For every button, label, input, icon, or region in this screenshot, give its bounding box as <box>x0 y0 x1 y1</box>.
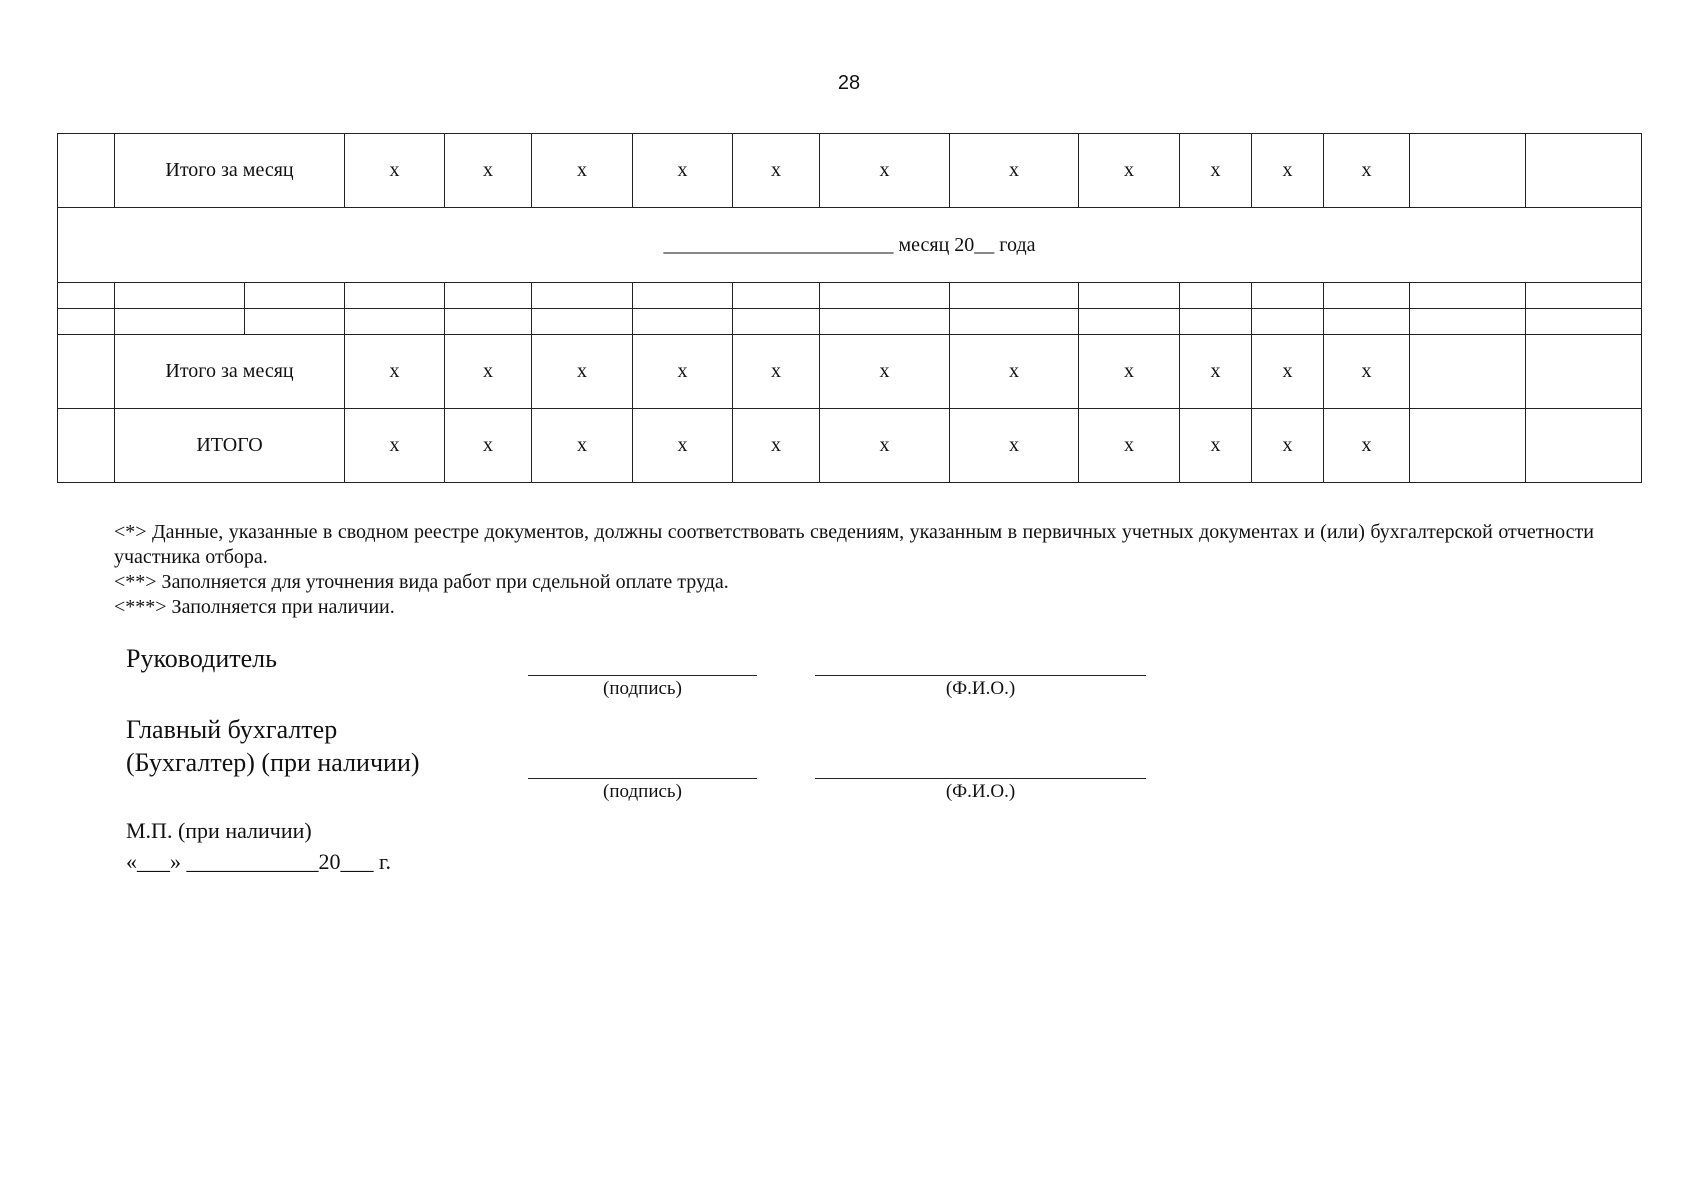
table-cell <box>1252 283 1324 309</box>
register-table <box>57 133 1642 483</box>
table-cell <box>58 335 115 409</box>
footnote-3: <***> Заполняется при наличии. <box>114 596 395 618</box>
mark-cell: х <box>345 335 445 409</box>
footnote-1: <*> Данные, указанные в сводном реестре документов, должны соответствовать сведениям, указанным в первичных учетных документах и (или) бухгалтерской отчетности участника отбора. <box>114 521 1594 568</box>
table-cell <box>1324 283 1410 309</box>
table-cell <box>58 409 115 483</box>
date-line: «___» ____________20___ г. <box>126 849 392 874</box>
mark-cell: х <box>1180 409 1252 483</box>
mark-cell: х <box>820 409 950 483</box>
head-signature-caption: (подпись) <box>603 678 682 699</box>
summary-label: Итого за месяц <box>115 335 345 409</box>
table-cell <box>1526 283 1642 309</box>
table-cell <box>345 309 445 335</box>
footnotes <box>114 520 1594 620</box>
mark-cell: х <box>445 409 532 483</box>
table-cell <box>1526 309 1642 335</box>
accountant-signature-line[interactable] <box>528 778 757 779</box>
table-cell <box>58 283 115 309</box>
table-cell <box>1410 335 1526 409</box>
month-summary-row <box>58 335 1642 409</box>
mark-cell: х <box>820 335 950 409</box>
summary-label: Итого за месяц <box>115 134 345 208</box>
table-cell <box>1410 283 1526 309</box>
month-heading-row <box>58 208 1642 283</box>
mark-cell: х <box>733 409 820 483</box>
accountant-name-line[interactable] <box>815 778 1146 779</box>
page-number: 28 <box>837 72 861 94</box>
blank-row <box>58 283 1642 309</box>
mark-cell: х <box>1324 335 1410 409</box>
mark-cell: х <box>1324 409 1410 483</box>
head-label: Руководитель <box>126 644 277 673</box>
mark-cell: х <box>1079 409 1180 483</box>
table-cell <box>633 309 733 335</box>
grand-total-row <box>58 409 1642 483</box>
accountant-signature-caption: (подпись) <box>603 781 682 802</box>
table-cell <box>820 283 950 309</box>
mark-cell: х <box>1324 134 1410 208</box>
table-cell <box>1180 283 1252 309</box>
table-cell <box>58 134 115 208</box>
table-cell <box>532 309 633 335</box>
table-cell <box>345 283 445 309</box>
mark-cell: х <box>1252 409 1324 483</box>
table-cell <box>1252 309 1324 335</box>
table-cell <box>1410 409 1526 483</box>
table-cell <box>1079 283 1180 309</box>
mark-cell: х <box>633 134 733 208</box>
mark-cell: х <box>1180 134 1252 208</box>
mark-cell: х <box>633 409 733 483</box>
mark-cell: х <box>820 134 950 208</box>
table-cell <box>950 283 1079 309</box>
mark-cell: х <box>633 335 733 409</box>
table-cell <box>733 309 820 335</box>
mark-cell: х <box>1252 134 1324 208</box>
mark-cell: х <box>733 134 820 208</box>
mark-cell: х <box>1079 134 1180 208</box>
table-cell <box>58 309 115 335</box>
table-cell <box>115 283 245 309</box>
accountant-label-line2: (Бухгалтер) (при наличии) <box>126 748 420 777</box>
table-cell <box>1410 134 1526 208</box>
mark-cell: х <box>1079 335 1180 409</box>
mark-cell: х <box>532 335 633 409</box>
table-cell <box>445 309 532 335</box>
footnote-2: <**> Заполняется для уточнения вида работ при сдельной оплате труда. <box>114 571 729 593</box>
mark-cell: х <box>445 335 532 409</box>
head-name-line[interactable] <box>815 675 1146 676</box>
mark-cell: х <box>445 134 532 208</box>
table-cell <box>950 309 1079 335</box>
table-cell <box>245 283 345 309</box>
table-cell <box>820 309 950 335</box>
month-summary-row <box>58 134 1642 208</box>
mark-cell: х <box>950 409 1079 483</box>
mark-cell: х <box>345 134 445 208</box>
head-signature-line[interactable] <box>528 675 757 676</box>
month-heading: _______________________ месяц 20__ года <box>58 208 1642 283</box>
mark-cell: х <box>1180 335 1252 409</box>
blank-row <box>58 309 1642 335</box>
mark-cell: х <box>1252 335 1324 409</box>
mark-cell: х <box>532 134 633 208</box>
table-cell <box>733 283 820 309</box>
mark-cell: х <box>950 134 1079 208</box>
mark-cell: х <box>532 409 633 483</box>
mark-cell: х <box>345 409 445 483</box>
accountant-name-caption: (Ф.И.О.) <box>945 781 1016 802</box>
table-cell <box>115 309 245 335</box>
table-cell <box>1526 335 1642 409</box>
stamp-place: М.П. (при наличии) <box>126 818 312 843</box>
table-cell <box>633 283 733 309</box>
table-cell <box>245 309 345 335</box>
head-name-caption: (Ф.И.О.) <box>945 678 1016 699</box>
table-cell <box>1324 309 1410 335</box>
mark-cell: х <box>950 335 1079 409</box>
table-cell <box>1180 309 1252 335</box>
table-cell <box>1526 134 1642 208</box>
accountant-label-line1: Главный бухгалтер <box>126 715 338 744</box>
table-cell <box>1079 309 1180 335</box>
table-cell <box>532 283 633 309</box>
table-cell <box>445 283 532 309</box>
mark-cell: х <box>733 335 820 409</box>
total-label: ИТОГО <box>115 409 345 483</box>
table-cell <box>1410 309 1526 335</box>
table-cell <box>1526 409 1642 483</box>
